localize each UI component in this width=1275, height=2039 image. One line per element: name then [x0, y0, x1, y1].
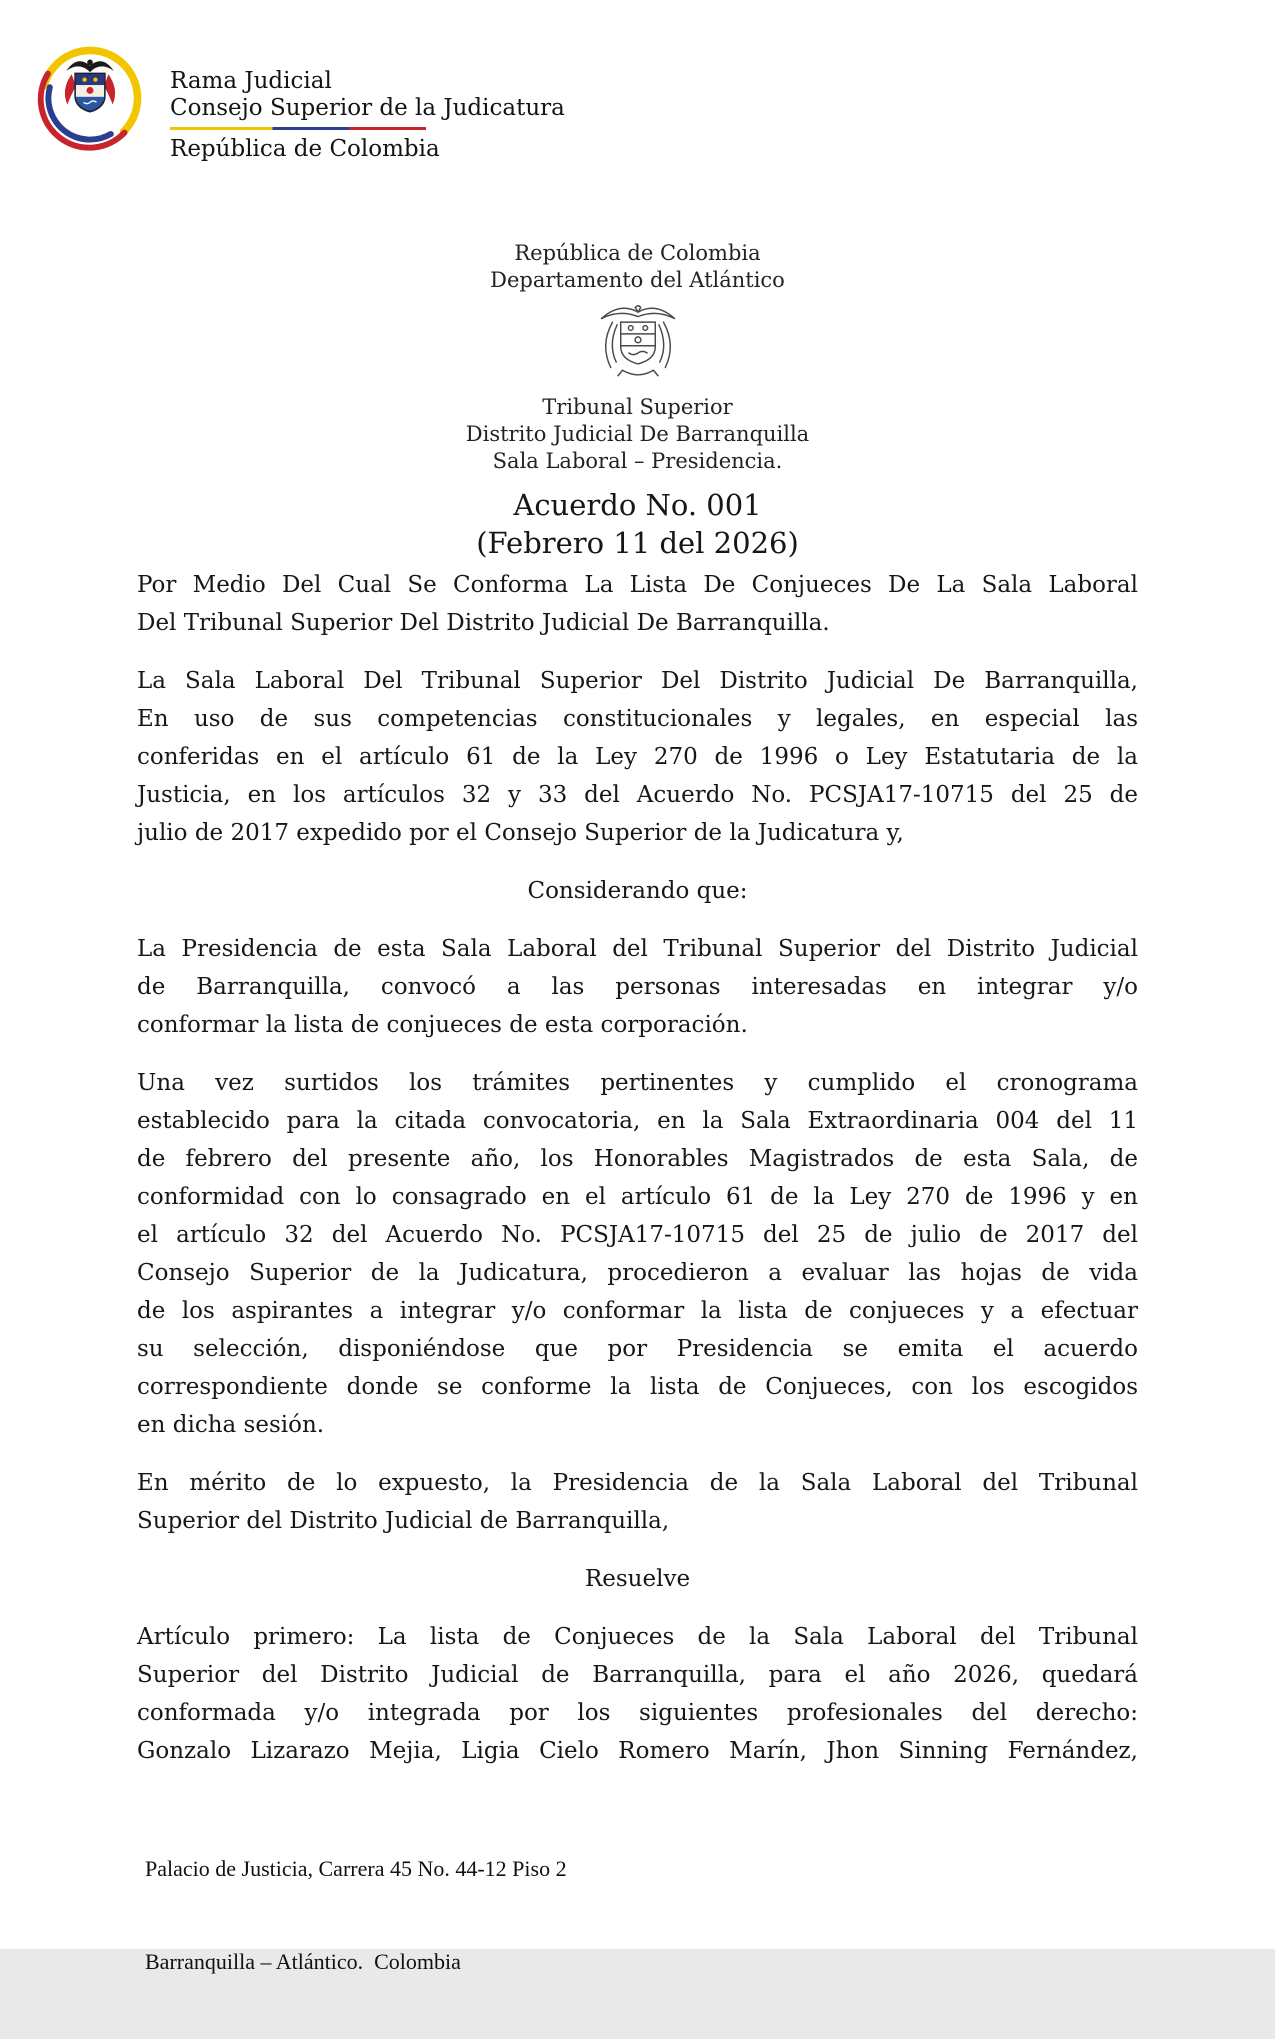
- title-fecha: (Febrero 11 del 2026): [476, 526, 799, 560]
- paragraph: [137, 930, 1138, 1044]
- section-heading: Resuelve: [584, 1566, 691, 1592]
- paragraph: [137, 566, 1138, 642]
- paragraph: [137, 1618, 1138, 1770]
- paragraph: [137, 1464, 1138, 1540]
- document-footer: [145, 1791, 567, 2039]
- letterhead-distrito: Distrito Judicial De Barranquilla: [465, 422, 810, 446]
- paragraph-line: En uso de sus competencias constitucionales y legales, en especial las: [137, 706, 1138, 732]
- document-body: [137, 566, 1138, 1790]
- title-acuerdo: Acuerdo No. 001: [513, 488, 762, 522]
- coat-of-arms-bw-icon: [588, 299, 688, 387]
- document-title: [0, 486, 1275, 562]
- letterhead-sala: Sala Laboral – Presidencia.: [492, 449, 783, 473]
- coat-of-arms-color-icon: [65, 60, 115, 112]
- brand-line-consejo: Consejo Superior de la Judicatura: [170, 95, 565, 121]
- paragraph-line: de los aspirantes a integrar y/o conformar la lista de conjueces y a efectuar: [137, 1298, 1138, 1324]
- brand-block: [36, 44, 565, 163]
- paragraph-line: conferidas en el artículo 61 de la Ley 270 de 1996 o Ley Estatutaria de la: [137, 744, 1138, 770]
- paragraph-line: Justicia, en los artículos 32 y 33 del Acuerdo No. PCSJA17-10715 del 25 de: [137, 782, 1138, 808]
- brand-line-republica: República de Colombia: [170, 136, 440, 162]
- brand-line-rama-judicial: Rama Judicial: [170, 68, 332, 94]
- letterhead: [0, 240, 1275, 475]
- letterhead-republica: República de Colombia: [514, 241, 761, 265]
- paragraph-line: Una vez surtidos los trámites pertinentes y cumplido el cronograma: [137, 1070, 1138, 1096]
- paragraph-line: En mérito de lo expuesto, la Presidencia de la Sala Laboral del Tribunal: [137, 1470, 1138, 1496]
- paragraph-line: conformidad con lo consagrado en el artículo 61 de la Ley 270 de 1996 y en: [137, 1184, 1138, 1210]
- letterhead-departamento: Departamento del Atlántico: [490, 268, 785, 292]
- paragraph-line: de febrero del presente año, los Honorables Magistrados de esta Sala, de: [137, 1146, 1138, 1172]
- paragraph-line: establecido para la citada convocatoria, en la Sala Extraordinaria 004 del 11: [137, 1108, 1138, 1134]
- footer-city: Barranquilla – Atlántico. Colombia: [145, 1949, 461, 1974]
- rama-judicial-emblem-icon: [36, 44, 144, 152]
- paragraph: [137, 1064, 1138, 1444]
- paragraph-line: Del Tribunal Superior Del Distrito Judicial De Barranquilla.: [137, 610, 830, 636]
- section-heading: Considerando que:: [527, 878, 748, 904]
- paragraph-line: julio de 2017 expedido por el Consejo Superior de la Judicatura y,: [137, 820, 904, 846]
- paragraph-line: conformada y/o integrada por los siguientes profesionales del derecho:: [137, 1700, 1138, 1726]
- paragraph-line: el artículo 32 del Acuerdo No. PCSJA17-10715 del 25 de julio de 2017 del: [137, 1222, 1138, 1248]
- paragraph-line: Consejo Superior de la Judicatura, procedieron a evaluar las hojas de vida: [137, 1260, 1138, 1286]
- paragraph-line: conformar la lista de conjueces de esta corporación.: [137, 1012, 748, 1038]
- paragraph-line: correspondiente donde se conforme la lista de Conjueces, con los escogidos: [137, 1374, 1138, 1400]
- paragraph-line: de Barranquilla, convocó a las personas interesadas en integrar y/o: [137, 974, 1138, 1000]
- letterhead-tribunal: Tribunal Superior: [542, 395, 733, 419]
- footer-address: Palacio de Justicia, Carrera 45 No. 44-12 Piso 2: [145, 1856, 567, 1881]
- paragraph-line: La Sala Laboral Del Tribunal Superior Del Distrito Judicial De Barranquilla,: [137, 668, 1138, 694]
- paragraph-line: Superior del Distrito Judicial de Barranquilla, para el año 2026, quedará: [137, 1662, 1138, 1688]
- paragraph-line: en dicha sesión.: [137, 1412, 325, 1438]
- paragraph-line: su selección, disponiéndose que por Presidencia se emita el acuerdo: [137, 1336, 1138, 1362]
- paragraph-line: La Presidencia de esta Sala Laboral del Tribunal Superior del Distrito Judicial: [137, 936, 1138, 962]
- paragraph-line: Superior del Distrito Judicial de Barranquilla,: [137, 1508, 670, 1534]
- tricolor-rule: [170, 127, 426, 130]
- paragraph: [137, 662, 1138, 852]
- paragraph-line: Por Medio Del Cual Se Conforma La Lista De Conjueces De La Sala Laboral: [137, 572, 1138, 598]
- paragraph-line: Gonzalo Lizarazo Mejia, Ligia Cielo Romero Marín, Jhon Sinning Fernández,: [137, 1738, 1138, 1764]
- paragraph-line: Artículo primero: La lista de Conjueces de la Sala Laboral del Tribunal: [137, 1624, 1138, 1650]
